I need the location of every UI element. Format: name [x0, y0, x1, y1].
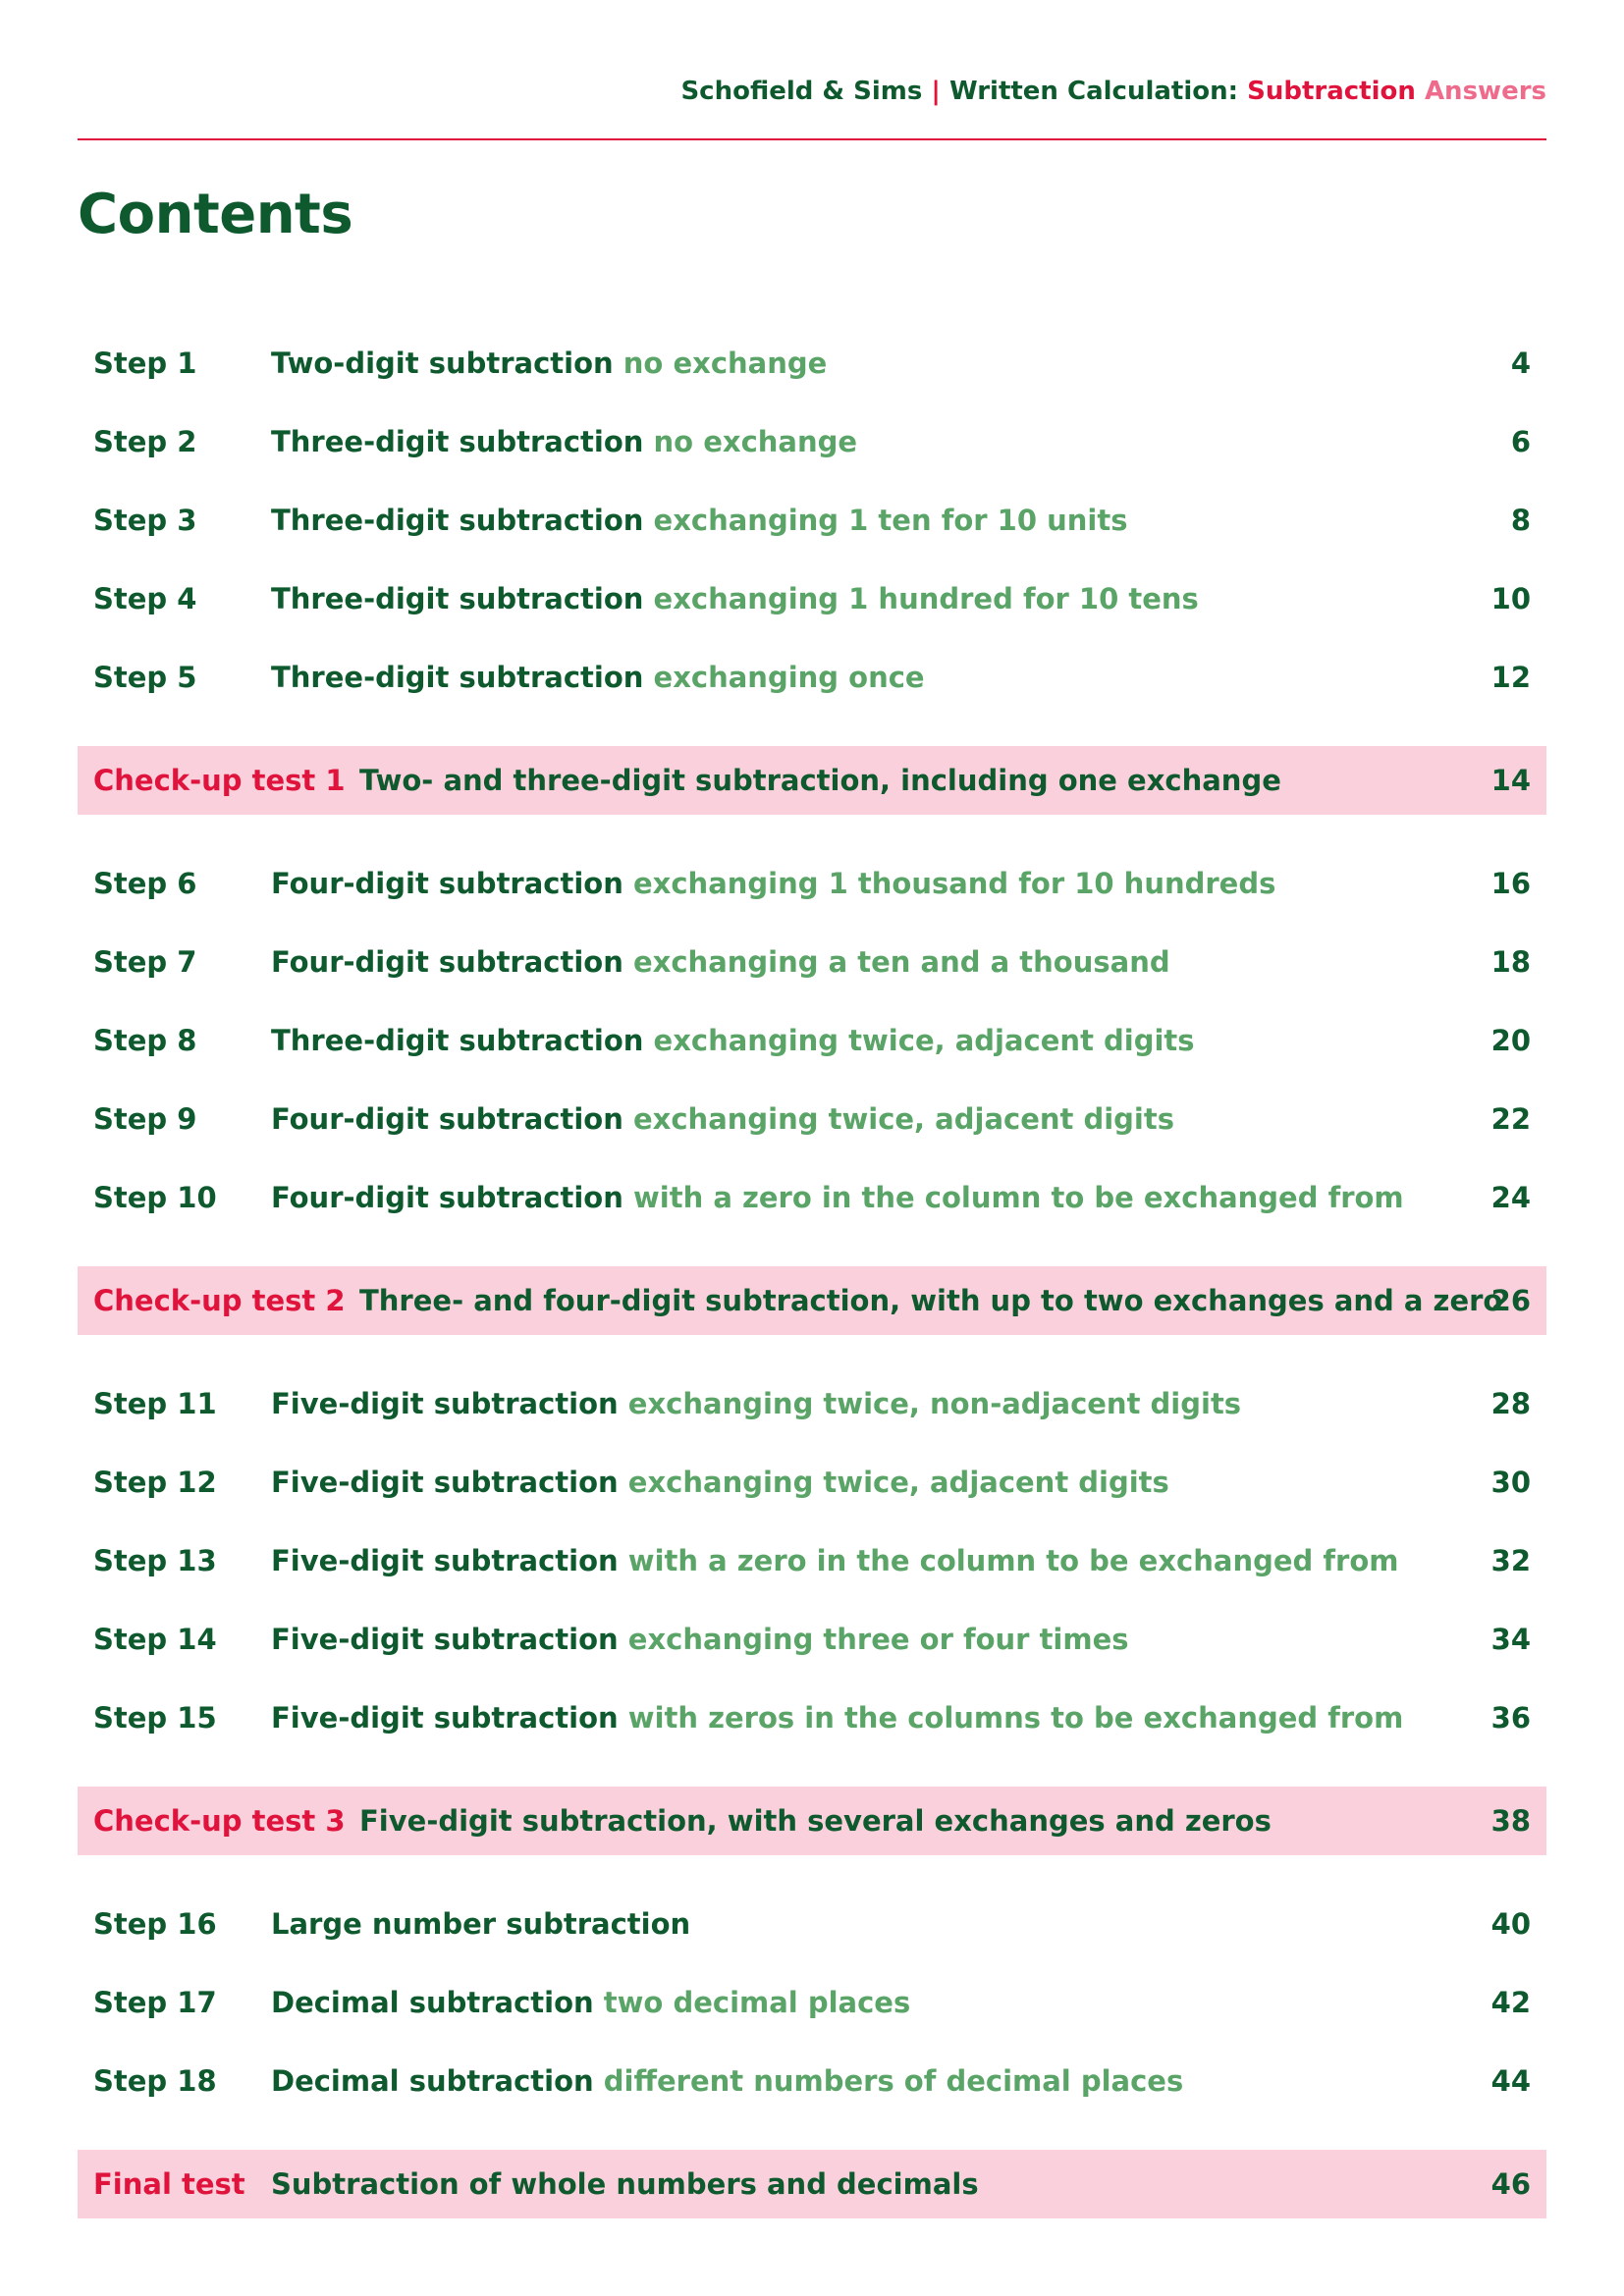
- toc-entry-title: Two-digit subtraction: [271, 347, 614, 380]
- toc-entry-topic: [271, 1623, 1129, 1656]
- toc-entry-description: exchanging twice, non-adjacent digits: [627, 1387, 1242, 1420]
- toc-entry-label: Step 2: [93, 425, 197, 458]
- toc-entry-label: Step 5: [93, 661, 197, 694]
- toc-page-number: 40: [1490, 1907, 1531, 1941]
- toc-entry-title: Five-digit subtraction: [271, 1466, 619, 1499]
- toc-entry-topic: [271, 1907, 690, 1941]
- toc-step-row[interactable]: [78, 1968, 1546, 2037]
- toc-entry-description: no exchange: [653, 425, 858, 458]
- toc-entry-description: exchanging twice, adjacent digits: [632, 1102, 1174, 1136]
- toc-entry-label: Step 4: [93, 582, 197, 615]
- toc-checkup-test-row[interactable]: [78, 746, 1546, 815]
- toc-entry-topic: [271, 425, 857, 458]
- toc-entry-description: exchanging 1 thousand for 10 hundreds: [632, 867, 1276, 900]
- toc-entry-topic: [271, 1102, 1174, 1136]
- toc-entry-title: Three- and four-digit subtraction, with up to two exchanges and a zero: [359, 1284, 1503, 1317]
- toc-step-row[interactable]: [78, 329, 1546, 398]
- toc-page-number: 38: [1490, 1804, 1531, 1838]
- toc-entry-description: exchanging a ten and a thousand: [632, 945, 1170, 979]
- toc-entry-title: Large number subtraction: [271, 1907, 691, 1941]
- toc-entry-title: Two- and three-digit subtraction, including one exchange: [359, 764, 1281, 797]
- toc-entry-topic: [271, 2064, 1183, 2098]
- toc-entry-topic: [271, 661, 925, 694]
- toc-entry-title: Five-digit subtraction, with several exchanges and zeros: [359, 1804, 1272, 1838]
- toc-entry-topic: [271, 867, 1275, 900]
- toc-entry-description: exchanging twice, adjacent digits: [653, 1024, 1195, 1057]
- toc-entry-topic: [271, 1986, 910, 2019]
- toc-entry-label: Step 3: [93, 504, 197, 537]
- toc-entry-description: exchanging three or four times: [627, 1623, 1129, 1656]
- toc-entry-title: Three-digit subtraction: [271, 504, 644, 537]
- toc-step-row[interactable]: [78, 1163, 1546, 1232]
- toc-step-row[interactable]: [78, 1369, 1546, 1438]
- toc-entry-label: Step 8: [93, 1024, 197, 1057]
- toc-entry-title: Decimal subtraction: [271, 2064, 594, 2098]
- toc-step-row[interactable]: [78, 564, 1546, 633]
- toc-page-number: 30: [1490, 1466, 1531, 1499]
- toc-entry-description: different numbers of decimal places: [603, 2064, 1184, 2098]
- toc-entry-label: Step 6: [93, 867, 197, 900]
- toc-step-row[interactable]: [78, 1448, 1546, 1517]
- header-rule: [78, 138, 1546, 140]
- header-publisher: Schofield & Sims: [680, 77, 923, 106]
- toc-step-row[interactable]: [78, 1605, 1546, 1674]
- toc-entry-title: Five-digit subtraction: [271, 1544, 619, 1577]
- running-header: [78, 77, 1546, 106]
- toc-entry-topic: [271, 504, 1127, 537]
- toc-step-row[interactable]: [78, 1526, 1546, 1595]
- toc-page-number: 10: [1490, 582, 1531, 615]
- toc-page-number: 46: [1490, 2167, 1531, 2201]
- toc-page-number: 4: [1510, 347, 1531, 380]
- toc-entry-label: Step 13: [93, 1544, 217, 1577]
- toc-entry-title: Four-digit subtraction: [271, 1181, 623, 1214]
- toc-entry-label: Final test: [93, 2167, 245, 2201]
- toc-entry-label: Step 1: [93, 347, 197, 380]
- toc-entry-label: Check-up test 1: [93, 764, 346, 797]
- toc-entry-title: Four-digit subtraction: [271, 867, 623, 900]
- toc-entry-description: no exchange: [623, 347, 828, 380]
- header-series: Written Calculation:: [948, 77, 1239, 106]
- toc-entry-label: Step 9: [93, 1102, 197, 1136]
- toc-entry-title: Three-digit subtraction: [271, 425, 644, 458]
- toc-entry-topic: [271, 945, 1170, 979]
- toc-entry-topic: [271, 1544, 1398, 1577]
- toc-final-test-row[interactable]: [78, 2150, 1546, 2218]
- toc-entry-label: Step 7: [93, 945, 197, 979]
- toc-entry-label: Step 14: [93, 1623, 217, 1656]
- toc-page-number: 6: [1510, 425, 1531, 458]
- toc-entry-label: Step 17: [93, 1986, 217, 2019]
- toc-entry-title: Subtraction of whole numbers and decimals: [271, 2167, 979, 2201]
- toc-step-row[interactable]: [78, 2047, 1546, 2115]
- toc-entry-description: exchanging once: [653, 661, 925, 694]
- header-edition: Answers: [1424, 77, 1546, 106]
- toc-entry-description: two decimal places: [603, 1986, 911, 2019]
- toc-step-row[interactable]: [78, 1683, 1546, 1752]
- toc-step-row[interactable]: [78, 928, 1546, 996]
- toc-entry-topic: [359, 1284, 1502, 1317]
- toc-entry-label: Step 16: [93, 1907, 217, 1941]
- toc-page-number: 34: [1490, 1623, 1531, 1656]
- toc-step-row[interactable]: [78, 1006, 1546, 1075]
- toc-entry-description: exchanging 1 hundred for 10 tens: [653, 582, 1199, 615]
- toc-entry-label: Check-up test 3: [93, 1804, 346, 1838]
- toc-entry-topic: [359, 1804, 1272, 1838]
- toc-page-number: 18: [1490, 945, 1531, 979]
- toc-page-number: 44: [1490, 2064, 1531, 2098]
- toc-entry-title: Five-digit subtraction: [271, 1701, 619, 1735]
- header-subject: Subtraction: [1247, 77, 1416, 106]
- toc-entry-label: Check-up test 2: [93, 1284, 346, 1317]
- toc-entry-label: Step 10: [93, 1181, 217, 1214]
- toc-page-number: 20: [1490, 1024, 1531, 1057]
- toc-page-number: 16: [1490, 867, 1531, 900]
- toc-entry-label: Step 18: [93, 2064, 217, 2098]
- toc-entry-description: exchanging twice, adjacent digits: [627, 1466, 1169, 1499]
- toc-step-row[interactable]: [78, 1085, 1546, 1153]
- toc-step-row[interactable]: [78, 1890, 1546, 1958]
- toc-checkup-test-row[interactable]: [78, 1266, 1546, 1335]
- toc-entry-topic: [271, 582, 1199, 615]
- toc-page-number: 42: [1490, 1986, 1531, 2019]
- toc-entry-label: Step 12: [93, 1466, 217, 1499]
- toc-entry-title: Decimal subtraction: [271, 1986, 594, 2019]
- toc-page-number: 28: [1490, 1387, 1531, 1420]
- toc-entry-title: Four-digit subtraction: [271, 1102, 623, 1136]
- toc-step-row[interactable]: [78, 849, 1546, 918]
- toc-page-number: 22: [1490, 1102, 1531, 1136]
- toc-entry-topic: [271, 1024, 1195, 1057]
- toc-step-row[interactable]: [78, 643, 1546, 712]
- toc-entry-title: Three-digit subtraction: [271, 1024, 644, 1057]
- toc-entry-label: Step 11: [93, 1387, 217, 1420]
- toc-entry-title: Three-digit subtraction: [271, 661, 644, 694]
- toc-step-row[interactable]: [78, 407, 1546, 476]
- toc-entry-title: Three-digit subtraction: [271, 582, 644, 615]
- toc-entry-topic: [271, 347, 827, 380]
- toc-entry-description: exchanging 1 ten for 10 units: [653, 504, 1128, 537]
- toc-page-number: 12: [1490, 661, 1531, 694]
- toc-page-number: 32: [1490, 1544, 1531, 1577]
- toc-entry-description: with zeros in the columns to be exchanged from: [627, 1701, 1404, 1735]
- toc-entry-topic: [359, 764, 1281, 797]
- toc-page-number: 26: [1490, 1284, 1531, 1317]
- toc-entry-label: Step 15: [93, 1701, 217, 1735]
- toc-entry-topic: [271, 2167, 979, 2201]
- toc-entry-topic: [271, 1466, 1169, 1499]
- header-separator: |: [931, 77, 941, 106]
- toc-page-number: 36: [1490, 1701, 1531, 1735]
- toc-entry-title: Four-digit subtraction: [271, 945, 623, 979]
- toc-entry-title: Five-digit subtraction: [271, 1623, 619, 1656]
- toc-step-row[interactable]: [78, 486, 1546, 555]
- toc-entry-topic: [271, 1181, 1404, 1214]
- toc-entry-topic: [271, 1387, 1241, 1420]
- page-title: Contents: [78, 183, 353, 246]
- toc-entry-description: with a zero in the column to be exchanged from: [627, 1544, 1399, 1577]
- toc-entry-title: Five-digit subtraction: [271, 1387, 619, 1420]
- toc-entry-topic: [271, 1701, 1403, 1735]
- toc-entry-description: with a zero in the column to be exchanged from: [632, 1181, 1404, 1214]
- toc-page-number: 8: [1510, 504, 1531, 537]
- toc-page-number: 14: [1490, 764, 1531, 797]
- toc-checkup-test-row[interactable]: [78, 1787, 1546, 1855]
- toc-page-number: 24: [1490, 1181, 1531, 1214]
